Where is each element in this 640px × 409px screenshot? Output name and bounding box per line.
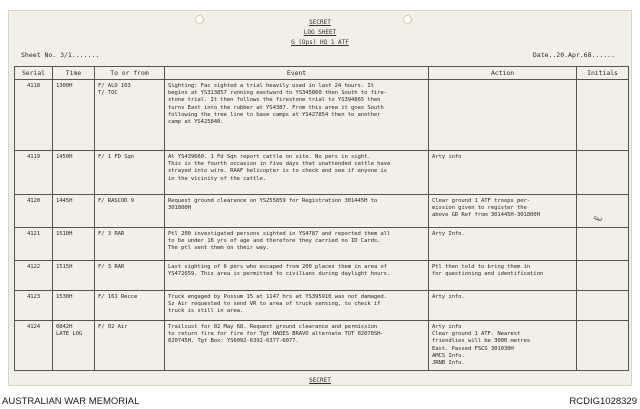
to-or-from-cell	[95, 195, 165, 228]
initials-cell	[577, 291, 629, 321]
event-line: Request ground clearance on YS255859 for Registration 301445H to	[168, 198, 378, 204]
serial-number: 4123	[26, 294, 41, 300]
action-line: Clear ground 1 ATF. Nearest	[432, 331, 521, 338]
action-cell	[429, 151, 577, 195]
time-line: 1300H	[56, 83, 73, 89]
action-line: Arty info	[432, 154, 462, 160]
action-line: Arty Info.	[432, 231, 465, 237]
log-row	[15, 321, 629, 371]
to-or-from-line: F/ 3 RAR	[98, 264, 125, 270]
time-cell	[53, 291, 95, 321]
action-cell	[429, 261, 577, 291]
to-or-from-cell	[95, 321, 165, 371]
event-line: stone trial. It then follows the firestone trial to YS394865 then	[168, 97, 381, 104]
to-or-from-cell	[95, 291, 165, 321]
event-cell	[165, 228, 429, 261]
col-to-or-from: To or from	[95, 67, 165, 80]
to-or-from-cell	[95, 228, 165, 261]
time-line: 1510H	[56, 231, 73, 237]
archive-credit: AUSTRALIAN WAR MEMORIAL	[2, 396, 140, 407]
event-line: truck is still in area.	[168, 308, 244, 315]
event-line: The ptl sent them on their way.	[168, 245, 270, 252]
to-or-from-cell	[95, 80, 165, 151]
event-cell	[165, 321, 429, 371]
serial-cell	[15, 261, 53, 291]
event-line: Last sighting of 6 pers who escaped from 200 places them in area of	[168, 264, 387, 270]
serial-cell	[15, 195, 53, 228]
serial-cell	[15, 321, 53, 371]
event-line: camp at YS425840.	[168, 119, 224, 126]
to-or-from-cell	[95, 261, 165, 291]
serial-number: 4121	[26, 231, 41, 237]
col-time: Time	[53, 67, 95, 80]
log-row	[15, 228, 629, 261]
col-serial: Serial	[15, 67, 53, 80]
to-or-from-line: T/ TOC	[98, 90, 118, 97]
event-line: turns East into the rubber at YS4387. From this area it goes South	[168, 104, 384, 111]
serial-cell	[15, 228, 53, 261]
classification-footer: SECRET	[309, 377, 331, 384]
log-row	[15, 261, 629, 291]
event-line: Sighting: Fac sighted a trial heavily used in last 24 hours. It	[168, 83, 374, 89]
time-cell	[53, 195, 95, 228]
to-or-from-line: F/ ALO 103	[98, 83, 131, 89]
sheet-number: Sheet No. 3/1.......	[21, 51, 100, 59]
action-cell	[429, 80, 577, 151]
serial-number: 4118	[26, 83, 41, 89]
to-or-from-line: F/ 3 RAR	[98, 231, 125, 237]
event-line: Trailcust for 02 May 68. Request ground clearance and permission	[168, 324, 378, 330]
time-cell	[53, 228, 95, 261]
log-sheet-paper	[8, 10, 632, 386]
classification-header: SECRET	[309, 19, 331, 26]
time-cell	[53, 321, 95, 371]
log-table	[14, 66, 629, 371]
log-row	[15, 195, 629, 228]
initials-cell	[577, 151, 629, 195]
event-line: following the tree line to base camps at YS427854 then to another	[168, 111, 381, 118]
log-row	[15, 291, 629, 321]
action-cell	[429, 228, 577, 261]
time-line: 1515H	[56, 264, 73, 270]
event-line: 020745H. Tgt Box: YS6092-6392-6377-6077.	[168, 338, 299, 345]
time-line: 1445H	[56, 198, 73, 204]
log-row	[15, 80, 629, 151]
initials-cell	[577, 261, 629, 291]
time-cell	[53, 151, 95, 195]
date-field: Date..20.Apr.68......	[532, 51, 615, 59]
time-line: LATE LOG	[56, 331, 83, 338]
action-line: Clear ground 1 ATF troops per-	[432, 198, 531, 204]
initials-cell	[577, 321, 629, 371]
col-action: Action	[429, 67, 577, 80]
action-line: for questioning and identification	[432, 271, 544, 278]
action-line: AMCS Info.	[432, 352, 465, 359]
log-sheet-title: LOG SHEET	[303, 29, 337, 36]
col-event: Event	[165, 67, 429, 80]
to-or-from-line: F/ 161 Recce	[98, 294, 138, 300]
time-cell	[53, 80, 95, 151]
serial-number: 4124	[26, 324, 41, 330]
time-line: 1530H	[56, 294, 73, 300]
serial-number: 4119	[26, 154, 41, 160]
event-line: to return fire for fire for Tgt HADES BRAVO alternate TOT 02070SH-	[168, 331, 384, 338]
action-line: mission given to register the	[432, 205, 527, 212]
unit-heading: G (Ops) HQ 1 ATF	[291, 39, 349, 46]
time-line: 1450H	[56, 154, 73, 160]
event-line: strayed into wire. RAAF helicopter is to check and see if anyone is	[168, 168, 387, 175]
time-line: 0842H	[56, 324, 73, 330]
to-or-from-line: F/ 02 Air	[98, 324, 128, 330]
event-line: 301800H	[168, 205, 191, 212]
action-cell	[429, 291, 577, 321]
to-or-from-line: F/ 1 FD Sqn	[98, 154, 134, 160]
event-line: to be under 16 yrs of age and therefore they carried no ID Cards.	[168, 238, 381, 245]
initials-cell	[577, 80, 629, 151]
event-cell	[165, 291, 429, 321]
event-cell	[165, 80, 429, 151]
log-row	[15, 151, 629, 195]
event-line: Sz Air requested to send VR to area of truck sensing, to check if	[168, 301, 381, 308]
event-cell	[165, 195, 429, 228]
archive-reference: RCDIG1028329	[569, 396, 637, 407]
event-cell	[165, 261, 429, 291]
to-or-from-cell	[95, 151, 165, 195]
action-line: Arty info.	[432, 294, 465, 300]
action-line: Arty info	[432, 324, 462, 330]
col-initials: Initials	[577, 67, 629, 80]
serial-number: 4122	[26, 264, 41, 270]
event-line: At YS439660. 1 Fd Sqn report cattle on site. No pers in sight.	[168, 154, 371, 160]
serial-number: 4120	[26, 198, 41, 204]
action-line: Ptl then told to bring them in	[432, 264, 531, 270]
initials-cell	[577, 228, 629, 261]
event-line: This is the fourth occasion in five days that unattended cattle have	[168, 161, 391, 168]
serial-cell	[15, 80, 53, 151]
event-line: in the vicinity of the cattle.	[168, 175, 267, 182]
action-cell	[429, 195, 577, 228]
serial-cell	[15, 291, 53, 321]
to-or-from-line: F/ RASCOD 9	[98, 198, 134, 204]
action-cell	[429, 321, 577, 371]
action-line: friendlies will be 3000 metres	[432, 338, 531, 345]
serial-cell	[15, 151, 53, 195]
action-line: above GD Ref from 301445H-301800H	[432, 212, 540, 219]
action-line: East. Passed FSCS 301030H	[432, 345, 514, 352]
event-line: Truck engaged by Possum 15 at 1147 hrs at YS395910 was not damaged.	[168, 294, 387, 300]
time-cell	[53, 261, 95, 291]
margin-handwriting: ℓ	[590, 214, 607, 225]
event-cell	[165, 151, 429, 195]
action-line: JRNB Info.	[432, 360, 465, 367]
header-row	[15, 67, 629, 80]
event-line: Ptl 200 investigated persons sighted in YS4787 and reported them all	[168, 231, 391, 237]
event-line: YS472659. This area is permitted to civilians during daylight hours.	[168, 271, 391, 278]
event-line: begins at YS313857 running eastward to YS345860 then South to fire-	[168, 90, 387, 97]
